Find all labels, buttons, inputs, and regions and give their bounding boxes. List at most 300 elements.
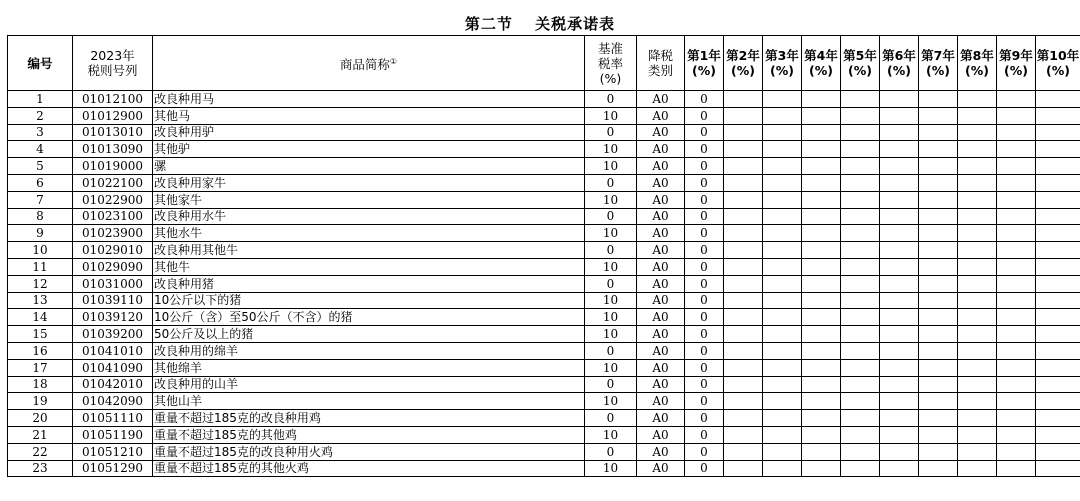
cell-reduction-category: A0 xyxy=(637,393,685,410)
table-row xyxy=(8,258,1080,275)
header-row xyxy=(8,36,1080,91)
cell-base-rate: 0 xyxy=(585,242,637,259)
cell-year-8 xyxy=(958,342,997,359)
header-year-6 xyxy=(880,36,919,91)
cell-tariff-code: 01051190 xyxy=(73,426,153,443)
cell-reduction-category: A0 xyxy=(637,426,685,443)
cell-year-6 xyxy=(880,393,919,410)
cell-year-3 xyxy=(763,359,802,376)
header-base-rate-line2: 税率 xyxy=(597,55,623,71)
cell-year-10 xyxy=(1036,342,1080,359)
cell-tariff-code: 01051290 xyxy=(73,460,153,477)
cell-tariff-code: 01051110 xyxy=(73,410,153,427)
cell-year-6 xyxy=(880,292,919,309)
cell-product-name: 重量不超过185克的改良种用鸡 xyxy=(153,410,585,427)
cell-year-2 xyxy=(724,225,763,242)
cell-year-4 xyxy=(802,326,841,343)
cell-year-1: 0 xyxy=(685,426,724,443)
cell-year-6 xyxy=(880,326,919,343)
cell-year-5 xyxy=(841,174,880,191)
table-row xyxy=(8,292,1080,309)
cell-year-8 xyxy=(958,410,997,427)
cell-year-3 xyxy=(763,393,802,410)
cell-year-10 xyxy=(1036,309,1080,326)
cell-year-3 xyxy=(763,426,802,443)
table-row xyxy=(8,326,1080,343)
cell-base-rate: 0 xyxy=(585,443,637,460)
cell-year-6 xyxy=(880,174,919,191)
cell-year-2 xyxy=(724,242,763,259)
cell-year-4 xyxy=(802,426,841,443)
cell-year-9 xyxy=(997,410,1036,427)
cell-number: 18 xyxy=(8,376,73,393)
cell-year-5 xyxy=(841,208,880,225)
cell-tariff-code: 01029010 xyxy=(73,242,153,259)
cell-year-7 xyxy=(919,225,958,242)
cell-year-7 xyxy=(919,191,958,208)
cell-year-7 xyxy=(919,393,958,410)
cell-year-1: 0 xyxy=(685,141,724,158)
cell-year-5 xyxy=(841,393,880,410)
cell-year-7 xyxy=(919,275,958,292)
cell-year-9 xyxy=(997,393,1036,410)
cell-year-10 xyxy=(1036,124,1080,141)
cell-tariff-code: 01029090 xyxy=(73,258,153,275)
cell-year-2 xyxy=(724,309,763,326)
cell-year-8 xyxy=(958,443,997,460)
cell-year-5 xyxy=(841,107,880,124)
table-row xyxy=(8,158,1080,175)
cell-number: 22 xyxy=(8,443,73,460)
cell-product-name: 重量不超过185克的改良种用火鸡 xyxy=(153,443,585,460)
cell-year-4 xyxy=(802,107,841,124)
cell-reduction-category: A0 xyxy=(637,309,685,326)
cell-year-4 xyxy=(802,342,841,359)
year-label: 第4年 xyxy=(804,48,838,63)
cell-year-8 xyxy=(958,460,997,477)
cell-year-6 xyxy=(880,275,919,292)
cell-year-2 xyxy=(724,376,763,393)
cell-year-4 xyxy=(802,91,841,108)
cell-year-9 xyxy=(997,225,1036,242)
cell-number: 2 xyxy=(8,107,73,124)
cell-year-9 xyxy=(997,174,1036,191)
cell-year-7 xyxy=(919,141,958,158)
cell-year-9 xyxy=(997,124,1036,141)
header-category-line1: 降税 xyxy=(647,48,673,63)
cell-year-9 xyxy=(997,107,1036,124)
cell-year-5 xyxy=(841,158,880,175)
cell-year-4 xyxy=(802,258,841,275)
cell-year-1: 0 xyxy=(685,342,724,359)
cell-year-5 xyxy=(841,460,880,477)
cell-year-4 xyxy=(802,242,841,259)
cell-year-9 xyxy=(997,376,1036,393)
cell-year-3 xyxy=(763,124,802,141)
cell-year-4 xyxy=(802,124,841,141)
cell-number: 21 xyxy=(8,426,73,443)
cell-year-6 xyxy=(880,258,919,275)
cell-year-7 xyxy=(919,443,958,460)
cell-tariff-code: 01031000 xyxy=(73,275,153,292)
cell-base-rate: 0 xyxy=(585,275,637,292)
cell-product-name: 改良种用水牛 xyxy=(153,208,585,225)
header-product-name xyxy=(153,36,585,91)
cell-year-9 xyxy=(997,443,1036,460)
cell-reduction-category: A0 xyxy=(637,107,685,124)
cell-year-1: 0 xyxy=(685,91,724,108)
table-row xyxy=(8,342,1080,359)
header-category-line2: 类别 xyxy=(647,63,673,78)
cell-year-2 xyxy=(724,141,763,158)
cell-year-5 xyxy=(841,376,880,393)
cell-year-8 xyxy=(958,326,997,343)
year-label: 第3年 xyxy=(765,48,799,63)
cell-product-name: 50公斤及以上的猪 xyxy=(153,326,585,343)
cell-year-5 xyxy=(841,141,880,158)
cell-year-7 xyxy=(919,309,958,326)
cell-tariff-code: 01012100 xyxy=(73,91,153,108)
cell-base-rate: 10 xyxy=(585,460,637,477)
cell-year-8 xyxy=(958,91,997,108)
cell-year-5 xyxy=(841,426,880,443)
table-row xyxy=(8,376,1080,393)
cell-year-6 xyxy=(880,426,919,443)
cell-year-7 xyxy=(919,359,958,376)
year-label: 第2年 xyxy=(726,48,760,63)
cell-year-1: 0 xyxy=(685,107,724,124)
cell-year-6 xyxy=(880,376,919,393)
cell-year-2 xyxy=(724,326,763,343)
cell-product-name: 其他马 xyxy=(153,107,585,124)
cell-tariff-code: 01042010 xyxy=(73,376,153,393)
cell-year-1: 0 xyxy=(685,158,724,175)
year-unit: (%) xyxy=(1046,63,1070,78)
cell-year-10 xyxy=(1036,443,1080,460)
cell-number: 10 xyxy=(8,242,73,259)
cell-reduction-category: A0 xyxy=(637,174,685,191)
cell-base-rate: 0 xyxy=(585,124,637,141)
year-label: 第7年 xyxy=(921,48,955,63)
cell-tariff-code: 01023900 xyxy=(73,225,153,242)
cell-year-7 xyxy=(919,242,958,259)
cell-product-name: 骡 xyxy=(153,158,585,175)
cell-year-4 xyxy=(802,158,841,175)
cell-base-rate: 10 xyxy=(585,107,637,124)
cell-year-10 xyxy=(1036,158,1080,175)
cell-year-8 xyxy=(958,208,997,225)
cell-number: 12 xyxy=(8,275,73,292)
cell-base-rate: 10 xyxy=(585,326,637,343)
cell-base-rate: 0 xyxy=(585,342,637,359)
cell-year-6 xyxy=(880,124,919,141)
cell-year-7 xyxy=(919,174,958,191)
cell-year-1: 0 xyxy=(685,275,724,292)
cell-product-name: 改良种用马 xyxy=(153,91,585,108)
cell-year-9 xyxy=(997,292,1036,309)
cell-product-name: 其他家牛 xyxy=(153,191,585,208)
cell-reduction-category: A0 xyxy=(637,326,685,343)
cell-year-4 xyxy=(802,275,841,292)
tariff-schedule-table xyxy=(7,35,1080,477)
section-title xyxy=(0,13,1080,34)
cell-year-8 xyxy=(958,292,997,309)
cell-base-rate: 10 xyxy=(585,309,637,326)
cell-base-rate: 10 xyxy=(585,359,637,376)
cell-year-9 xyxy=(997,242,1036,259)
cell-year-2 xyxy=(724,174,763,191)
cell-year-8 xyxy=(958,393,997,410)
cell-year-2 xyxy=(724,460,763,477)
cell-reduction-category: A0 xyxy=(637,258,685,275)
cell-year-3 xyxy=(763,141,802,158)
cell-year-3 xyxy=(763,275,802,292)
cell-base-rate: 10 xyxy=(585,225,637,242)
cell-base-rate: 0 xyxy=(585,208,637,225)
cell-reduction-category: A0 xyxy=(637,275,685,292)
cell-year-1: 0 xyxy=(685,309,724,326)
cell-year-5 xyxy=(841,309,880,326)
cell-year-4 xyxy=(802,410,841,427)
year-unit: (%) xyxy=(692,63,716,78)
cell-year-10 xyxy=(1036,426,1080,443)
table-row xyxy=(8,460,1080,477)
table-row xyxy=(8,208,1080,225)
cell-year-7 xyxy=(919,376,958,393)
header-year-8 xyxy=(958,36,997,91)
cell-year-9 xyxy=(997,208,1036,225)
cell-year-6 xyxy=(880,410,919,427)
cell-year-9 xyxy=(997,342,1036,359)
cell-product-name: 其他山羊 xyxy=(153,393,585,410)
cell-product-name: 其他牛 xyxy=(153,258,585,275)
cell-year-7 xyxy=(919,292,958,309)
cell-year-5 xyxy=(841,410,880,427)
year-unit: (%) xyxy=(926,63,950,78)
cell-base-rate: 10 xyxy=(585,292,637,309)
cell-year-7 xyxy=(919,208,958,225)
cell-number: 17 xyxy=(8,359,73,376)
table-row xyxy=(8,225,1080,242)
cell-year-5 xyxy=(841,258,880,275)
cell-year-6 xyxy=(880,107,919,124)
cell-base-rate: 0 xyxy=(585,91,637,108)
cell-year-7 xyxy=(919,410,958,427)
cell-year-5 xyxy=(841,124,880,141)
section-heading: 关税承诺表 xyxy=(535,15,616,33)
header-year-4 xyxy=(802,36,841,91)
cell-year-1: 0 xyxy=(685,359,724,376)
table-row xyxy=(8,191,1080,208)
cell-base-rate: 10 xyxy=(585,158,637,175)
table-row xyxy=(8,174,1080,191)
cell-year-3 xyxy=(763,292,802,309)
cell-year-10 xyxy=(1036,174,1080,191)
cell-product-name: 其他驴 xyxy=(153,141,585,158)
cell-reduction-category: A0 xyxy=(637,91,685,108)
cell-year-3 xyxy=(763,342,802,359)
cell-year-8 xyxy=(958,107,997,124)
cell-base-rate: 10 xyxy=(585,393,637,410)
cell-year-8 xyxy=(958,158,997,175)
cell-year-9 xyxy=(997,91,1036,108)
cell-year-2 xyxy=(724,359,763,376)
cell-year-4 xyxy=(802,359,841,376)
cell-number: 14 xyxy=(8,309,73,326)
cell-number: 19 xyxy=(8,393,73,410)
cell-reduction-category: A0 xyxy=(637,242,685,259)
header-year-10 xyxy=(1036,36,1080,91)
cell-year-10 xyxy=(1036,326,1080,343)
header-year-5 xyxy=(841,36,880,91)
cell-year-2 xyxy=(724,426,763,443)
cell-reduction-category: A0 xyxy=(637,460,685,477)
cell-year-1: 0 xyxy=(685,242,724,259)
cell-year-10 xyxy=(1036,91,1080,108)
table-row xyxy=(8,443,1080,460)
cell-product-name: 改良种用家牛 xyxy=(153,174,585,191)
cell-year-8 xyxy=(958,359,997,376)
cell-year-7 xyxy=(919,460,958,477)
cell-year-7 xyxy=(919,91,958,108)
cell-year-4 xyxy=(802,443,841,460)
cell-year-2 xyxy=(724,292,763,309)
cell-tariff-code: 01051210 xyxy=(73,443,153,460)
cell-year-7 xyxy=(919,158,958,175)
cell-year-7 xyxy=(919,342,958,359)
cell-year-2 xyxy=(724,191,763,208)
cell-year-2 xyxy=(724,393,763,410)
table-row xyxy=(8,91,1080,108)
cell-reduction-category: A0 xyxy=(637,141,685,158)
year-unit: (%) xyxy=(965,63,989,78)
cell-year-4 xyxy=(802,208,841,225)
cell-reduction-category: A0 xyxy=(637,359,685,376)
table-row xyxy=(8,359,1080,376)
cell-year-7 xyxy=(919,326,958,343)
cell-reduction-category: A0 xyxy=(637,208,685,225)
cell-base-rate: 0 xyxy=(585,376,637,393)
cell-number: 1 xyxy=(8,91,73,108)
cell-year-8 xyxy=(958,124,997,141)
cell-year-3 xyxy=(763,460,802,477)
cell-year-1: 0 xyxy=(685,174,724,191)
cell-year-8 xyxy=(958,242,997,259)
cell-product-name: 其他绵羊 xyxy=(153,359,585,376)
year-unit: (%) xyxy=(809,63,833,78)
cell-year-1: 0 xyxy=(685,460,724,477)
cell-year-3 xyxy=(763,225,802,242)
cell-year-4 xyxy=(802,393,841,410)
cell-year-6 xyxy=(880,460,919,477)
cell-number: 20 xyxy=(8,410,73,427)
cell-year-4 xyxy=(802,141,841,158)
cell-year-3 xyxy=(763,443,802,460)
cell-year-2 xyxy=(724,107,763,124)
cell-year-10 xyxy=(1036,191,1080,208)
cell-year-10 xyxy=(1036,410,1080,427)
cell-year-6 xyxy=(880,208,919,225)
cell-year-9 xyxy=(997,326,1036,343)
header-year-9 xyxy=(997,36,1036,91)
cell-year-3 xyxy=(763,410,802,427)
cell-year-3 xyxy=(763,309,802,326)
cell-product-name: 改良种用的山羊 xyxy=(153,376,585,393)
cell-year-1: 0 xyxy=(685,191,724,208)
cell-year-6 xyxy=(880,191,919,208)
cell-tariff-code: 01019000 xyxy=(73,158,153,175)
header-year-2 xyxy=(724,36,763,91)
header-year-1 xyxy=(685,36,724,91)
cell-year-6 xyxy=(880,141,919,158)
year-label: 第5年 xyxy=(843,48,877,63)
cell-year-5 xyxy=(841,242,880,259)
cell-year-2 xyxy=(724,342,763,359)
cell-year-3 xyxy=(763,107,802,124)
cell-year-5 xyxy=(841,292,880,309)
cell-product-name: 改良种用的绵羊 xyxy=(153,342,585,359)
cell-base-rate: 10 xyxy=(585,141,637,158)
cell-year-6 xyxy=(880,342,919,359)
cell-year-3 xyxy=(763,258,802,275)
header-tariff-code xyxy=(73,36,153,91)
cell-year-1: 0 xyxy=(685,292,724,309)
cell-year-6 xyxy=(880,309,919,326)
cell-year-10 xyxy=(1036,292,1080,309)
table-row xyxy=(8,309,1080,326)
cell-year-9 xyxy=(997,191,1036,208)
cell-year-8 xyxy=(958,275,997,292)
cell-year-2 xyxy=(724,410,763,427)
cell-year-1: 0 xyxy=(685,393,724,410)
cell-product-name: 10公斤以下的猪 xyxy=(153,292,585,309)
header-tariff-code-label: 税则号列 xyxy=(87,63,138,78)
cell-year-10 xyxy=(1036,258,1080,275)
cell-reduction-category: A0 xyxy=(637,124,685,141)
cell-year-10 xyxy=(1036,359,1080,376)
cell-reduction-category: A0 xyxy=(637,342,685,359)
header-year-3 xyxy=(763,36,802,91)
cell-reduction-category: A0 xyxy=(637,158,685,175)
cell-year-3 xyxy=(763,208,802,225)
cell-year-10 xyxy=(1036,141,1080,158)
cell-year-8 xyxy=(958,376,997,393)
cell-number: 4 xyxy=(8,141,73,158)
cell-year-6 xyxy=(880,225,919,242)
cell-tariff-code: 01039120 xyxy=(73,309,153,326)
cell-year-9 xyxy=(997,426,1036,443)
cell-year-10 xyxy=(1036,242,1080,259)
cell-base-rate: 10 xyxy=(585,258,637,275)
table-row xyxy=(8,393,1080,410)
cell-year-2 xyxy=(724,158,763,175)
cell-year-4 xyxy=(802,292,841,309)
cell-year-2 xyxy=(724,258,763,275)
table-row xyxy=(8,124,1080,141)
cell-year-9 xyxy=(997,258,1036,275)
cell-year-8 xyxy=(958,426,997,443)
cell-year-7 xyxy=(919,426,958,443)
cell-number: 3 xyxy=(8,124,73,141)
year-unit: (%) xyxy=(1004,63,1028,78)
cell-product-name: 重量不超过185克的其他鸡 xyxy=(153,426,585,443)
cell-year-6 xyxy=(880,91,919,108)
cell-reduction-category: A0 xyxy=(637,225,685,242)
year-label: 第8年 xyxy=(960,48,994,63)
cell-year-5 xyxy=(841,191,880,208)
cell-tariff-code: 01012900 xyxy=(73,107,153,124)
section-number: 第二节 xyxy=(464,15,513,33)
